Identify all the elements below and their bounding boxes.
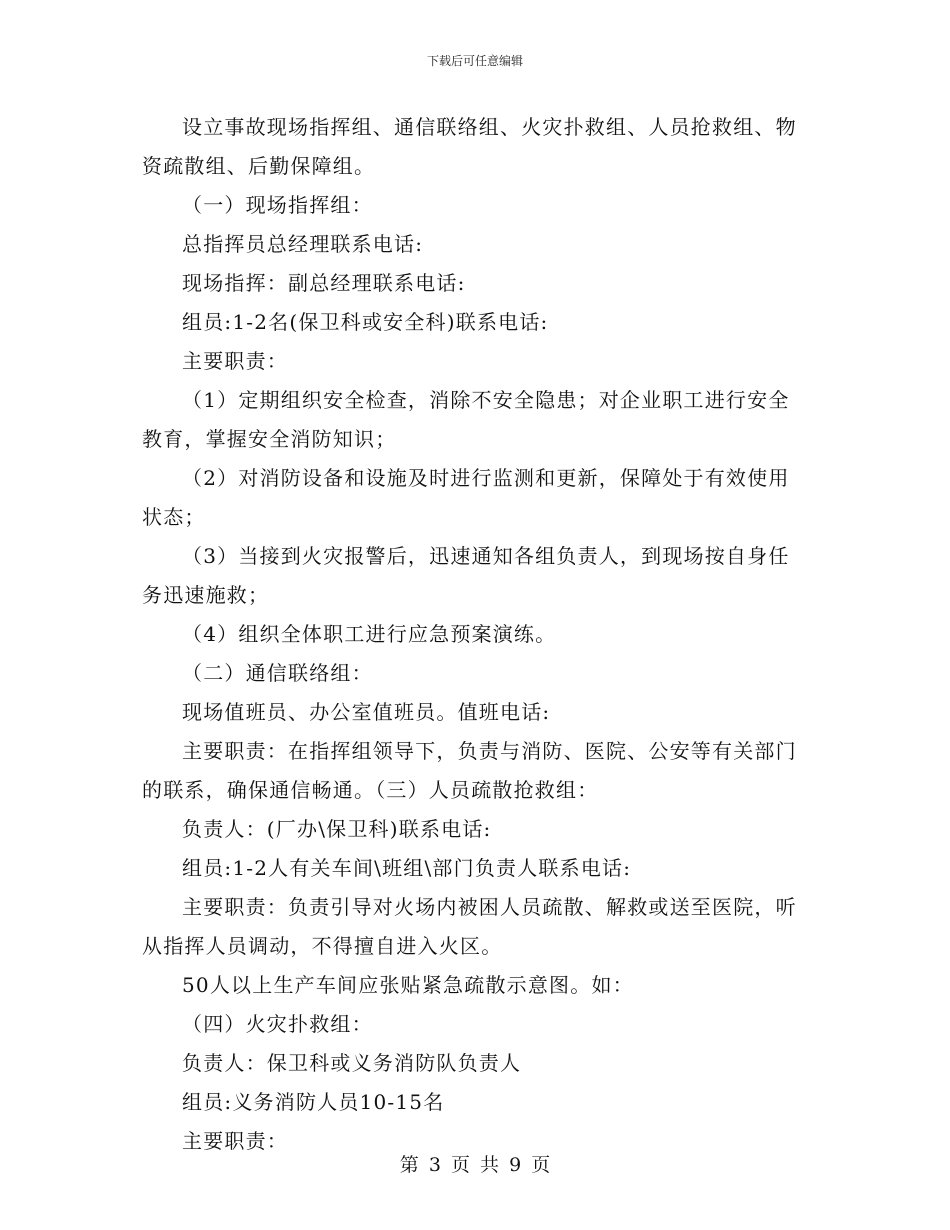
header-note: 下载后可任意编辑 [426, 54, 523, 68]
section-heading: （一）现场指挥组： [182, 193, 373, 217]
paragraph: 负责人：(厂办\保卫科)联系电话: [182, 817, 492, 841]
list-item: （4）组织全体职工进行应急预案演练。 [182, 622, 557, 646]
paragraph: 负责人：保卫科或义务消防队负责人 [182, 1051, 522, 1075]
paragraph: 总指挥员总经理联系电话: [182, 232, 424, 256]
paragraph: 设立事故现场指挥组、通信联络组、火灾扑救组、人员抢救组、物资疏散组、后勤保障组。 [142, 115, 797, 178]
section-heading: （二）通信联络组： [182, 661, 373, 685]
section-heading: （四）火灾扑救组： [182, 1012, 373, 1036]
page-number [0, 1153, 950, 1177]
document-body [142, 108, 810, 1161]
list-item: （1）定期组织安全检查，消除不安全隐患；对企业职工进行安全教育，掌握安全消防知识； [142, 388, 790, 451]
paragraph: 50人以上生产车间应张贴紧急疏散示意图。如： [182, 973, 634, 997]
paragraph: 现场值班员、办公室值班员。值班电话: [182, 700, 551, 724]
list-item: （3）当接到火灾报警后，迅速通知各组负责人，到现场按自身任务迅速施救； [142, 544, 790, 607]
current-page: 3 [428, 1154, 441, 1176]
page-label-prefix: 第 [399, 1154, 419, 1176]
paragraph: 组员:1-2名(保卫科或安全科)联系电话: [182, 310, 549, 334]
page-label-mid1: 页 [450, 1154, 470, 1176]
paragraph: 主要职责：在指挥组领导下，负责与消防、医院、公安等有关部门的联系，确保通信畅通。（三）人员疏散抢救组： [142, 739, 797, 802]
paragraph: 组员:义务消防人员10-15名 [182, 1090, 445, 1114]
page-label-suffix: 页 [531, 1154, 551, 1176]
total-pages: 9 [509, 1154, 522, 1176]
paragraph: 现场指挥：副总经理联系电话: [182, 271, 466, 295]
paragraph: 主要职责：负责引导对火场内被困人员疏散、解救或送至医院，听从指挥人员调动，不得擅自进入火区。 [142, 895, 797, 958]
paragraph: 主要职责： [182, 349, 288, 373]
page-label-mid2: 共 [480, 1154, 500, 1176]
paragraph: 组员:1-2人有关车间\班组\部门负责人联系电话: [182, 856, 632, 880]
paragraph: 主要职责： [182, 1129, 288, 1153]
list-item: （2）对消防设备和设施及时进行监测和更新，保障处于有效使用状态； [142, 466, 790, 529]
